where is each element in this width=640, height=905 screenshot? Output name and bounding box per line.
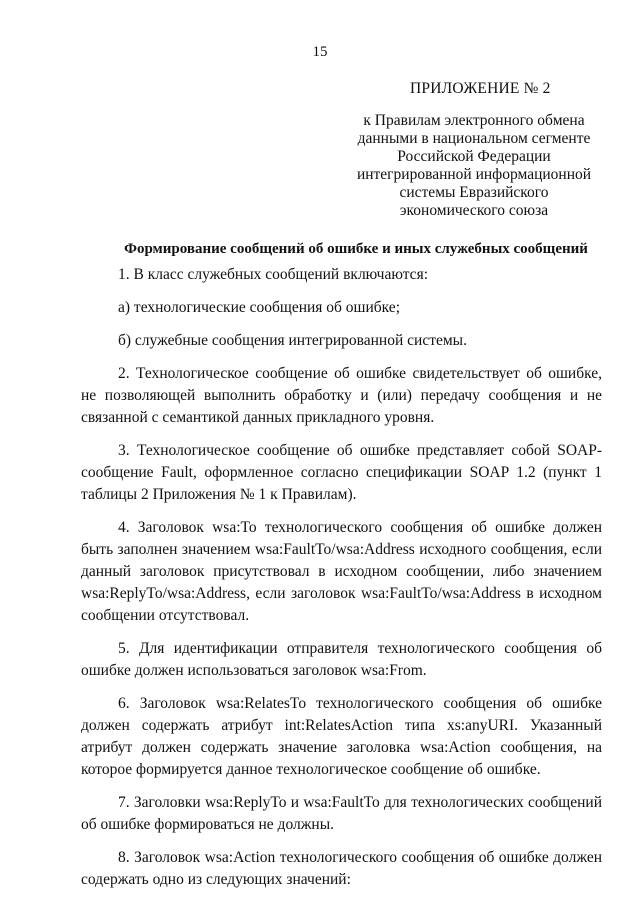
appendix-subtitle-line: данными в национальном сегменте	[357, 130, 591, 147]
paragraph-2: 2. Технологическое сообщение об ошибке свидетельствует об ошибке, не позволяющей выполнить обработку и (или) передачу сообщения и не связанной с семантикой данных прикладного уровня.	[81, 365, 602, 426]
section-heading: Формирование сообщений об ошибке и иных служебных сообщений	[124, 241, 588, 257]
appendix-subtitle-line: интегрированной информационной	[356, 166, 592, 183]
appendix-subtitle	[352, 112, 596, 220]
paragraph-8: 8. Заголовок wsa:Action технологического сообщения об ошибке должен содержать одно из следующих значений:	[81, 849, 602, 888]
paragraph-7: 7. Заголовки wsa:ReplyTo и wsa:FaultTo для технологических сообщений об ошибке формироваться не должны.	[81, 794, 602, 833]
paragraph-1b: б) служебные сообщения интегрированной системы.	[118, 332, 467, 349]
appendix-title: ПРИЛОЖЕНИЕ № 2	[410, 80, 551, 97]
paragraph-1a: а) технологические сообщения об ошибке;	[118, 299, 400, 316]
paragraph-4: 4. Заголовок wsa:To технологического сообщения об ошибке должен быть заполнен значением wsa:FaultTo/wsa:Address исходного сообщения, если данный заголовок присутствовал в исходном сообщении, либо значением wsa:ReplyTo/wsa:Address, если заголовок wsa:FaultTo/wsa:Address в исходном сообщении отсутствовал.	[81, 519, 602, 624]
appendix-subtitle-line: экономического союза	[399, 202, 549, 219]
paragraph-3: 3. Технологическое сообщение об ошибке представляет собой SOAP-сообщение Fault, оформленное согласно спецификации SOAP 1.2 (пункт 1 таблицы 2 Приложения № 1 к Правилам).	[81, 442, 602, 503]
appendix-subtitle-line: Российской Федерации	[397, 148, 551, 165]
appendix-subtitle-line: к Правилам электронного обмена	[363, 112, 585, 129]
paragraph-5: 5. Для идентификации отправителя технологического сообщения об ошибке должен использоваться заголовок wsa:From.	[81, 640, 602, 679]
paragraph-1: 1. В класс служебных сообщений включаются:	[118, 266, 428, 283]
appendix-subtitle-line: системы Евразийского	[399, 184, 549, 201]
document-body	[81, 264, 602, 902]
page-number: 15	[312, 44, 328, 60]
paragraph-6: 6. Заголовок wsa:RelatesTo технологического сообщения об ошибке должен содержать атрибут int:RelatesAction типа xs:anyURI. Указанный атрибут должен содержать значение заголовка wsa:Action сообщения, на которое формируется данное технологическое сообщение об ошибке.	[81, 695, 602, 778]
